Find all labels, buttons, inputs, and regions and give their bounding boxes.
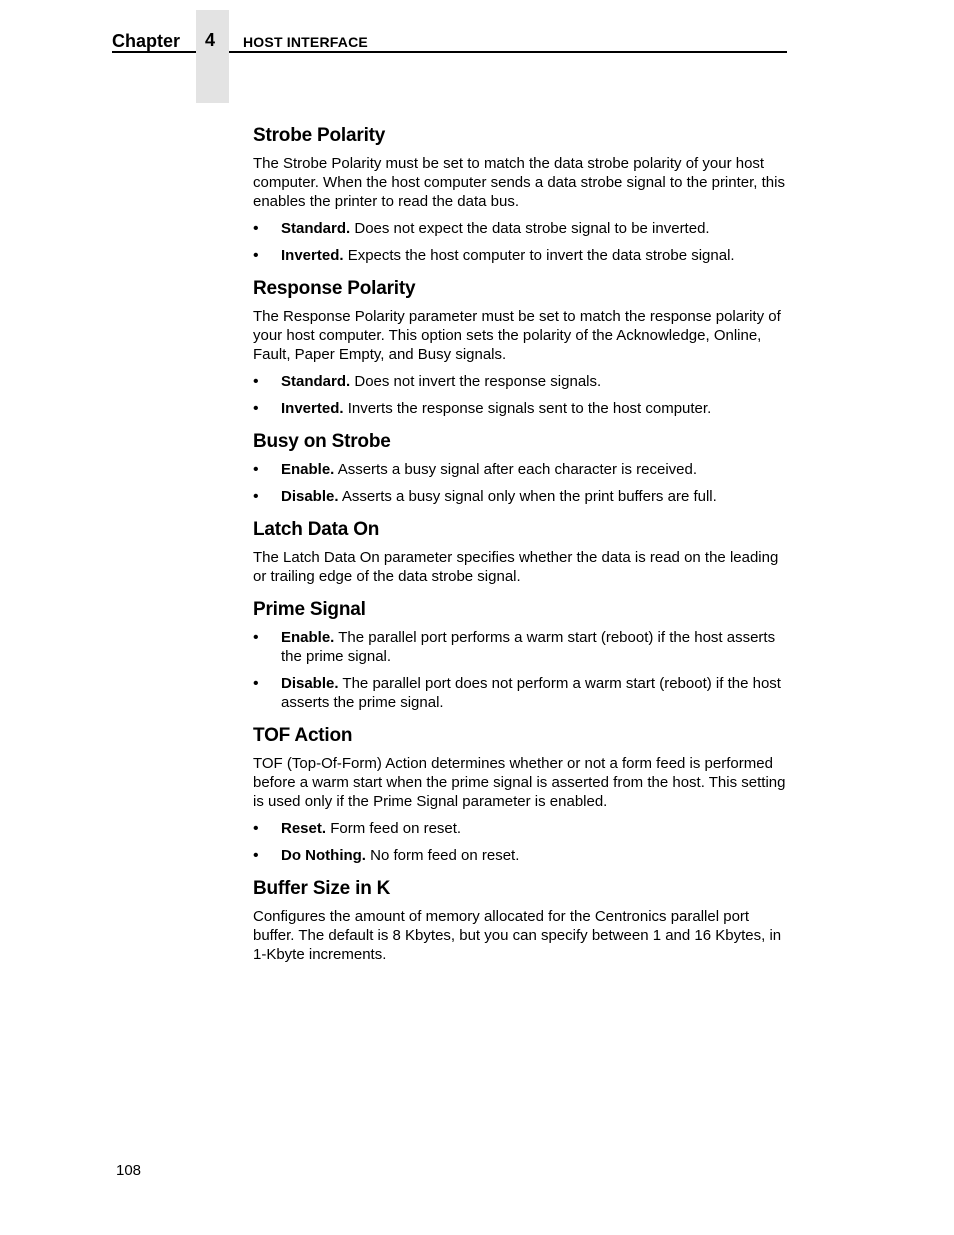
list-item-term: Disable. <box>281 488 339 505</box>
list-item-text: Asserts a busy signal after each character is received. <box>334 461 698 478</box>
list-item-term: Reset. <box>281 820 327 837</box>
list-item <box>253 487 793 506</box>
section <box>253 724 793 865</box>
list-item-term: Inverted. <box>281 400 344 417</box>
section-heading: Latch Data On <box>253 519 380 540</box>
section-heading: Response Polarity <box>253 278 416 299</box>
list-item <box>253 372 793 391</box>
section <box>253 877 793 964</box>
list-item-term: Disable. <box>281 675 339 692</box>
section-heading: Strobe Polarity <box>253 125 386 146</box>
chapter-label: Chapter <box>112 31 181 51</box>
list-item-text: Does not invert the response signals. <box>350 373 602 390</box>
list-item-term: Do Nothing. <box>281 847 366 864</box>
list-item <box>253 399 793 418</box>
section-paragraph: Configures the amount of memory allocated for the Centronics parallel port buffer. The default is 8 Kbytes, but you can specify between 1 and 16 Kbytes, in 1-Kbyte increments. <box>253 908 782 963</box>
list-item-text: Inverts the response signals sent to the host computer. <box>343 400 712 417</box>
section-paragraph: The Latch Data On parameter specifies whether the data is read on the leading or trailing edge of the data strobe signal. <box>253 549 779 585</box>
list-item-text: Asserts a busy signal only when the print buffers are full. <box>338 488 717 505</box>
section <box>253 430 793 506</box>
list-item-text: Expects the host computer to invert the data strobe signal. <box>343 247 735 264</box>
section-heading: Prime Signal <box>253 599 366 620</box>
bullet-list <box>253 460 793 506</box>
section-paragraph: The Response Polarity parameter must be set to match the response polarity of your host computer. This option sets the polarity of the Acknowledge, Online, Fault, Paper Empty, and Busy signals. <box>253 308 781 363</box>
section <box>253 518 793 586</box>
page-body <box>253 124 793 972</box>
list-item-term: Inverted. <box>281 247 344 264</box>
list-item-term: Enable. <box>281 629 335 646</box>
section-paragraph: The Strobe Polarity must be set to match the data strobe polarity of your host computer. When the host computer sends a data strobe signal to the printer, this enables the printer to read the data bus. <box>253 155 785 210</box>
section <box>253 124 793 265</box>
section <box>253 598 793 712</box>
chapter-tab <box>196 10 229 103</box>
bullet-list <box>253 372 793 418</box>
bullet-list <box>253 628 793 712</box>
list-item-term: Standard. <box>281 373 351 390</box>
header-rule-left <box>112 51 196 53</box>
list-item-term: Enable. <box>281 461 335 478</box>
chapter-number: 4 <box>205 30 216 50</box>
list-item-text: Form feed on reset. <box>326 820 462 837</box>
list-item <box>253 219 793 238</box>
list-item-term: Standard. <box>281 220 351 237</box>
bullet-list <box>253 219 793 265</box>
running-header-title: HOST INTERFACE <box>243 34 368 50</box>
list-item <box>253 246 793 265</box>
list-item <box>253 460 793 479</box>
list-item <box>253 674 793 712</box>
list-item-text: The parallel port does not perform a warm start (reboot) if the host asserts the prime signal. <box>281 675 781 711</box>
section <box>253 277 793 418</box>
list-item <box>253 819 793 838</box>
list-item <box>253 846 793 865</box>
list-item-text: No form feed on reset. <box>365 847 520 864</box>
list-item-text: Does not expect the data strobe signal to be inverted. <box>350 220 710 237</box>
section-heading: TOF Action <box>253 725 353 746</box>
header-rule-right <box>229 51 787 53</box>
section-heading: Busy on Strobe <box>253 431 391 452</box>
section-heading: Buffer Size in K <box>253 878 391 899</box>
list-item-text: The parallel port performs a warm start (reboot) if the host asserts the prime signal. <box>281 629 776 665</box>
bullet-list <box>253 819 793 865</box>
page-number: 108 <box>116 1162 142 1179</box>
section-paragraph: TOF (Top-Of-Form) Action determines whether or not a form feed is performed before a warm start when the prime signal is asserted from the host. This setting is used only if the Prime Signal parameter is enabled. <box>253 755 786 810</box>
list-item <box>253 628 793 666</box>
